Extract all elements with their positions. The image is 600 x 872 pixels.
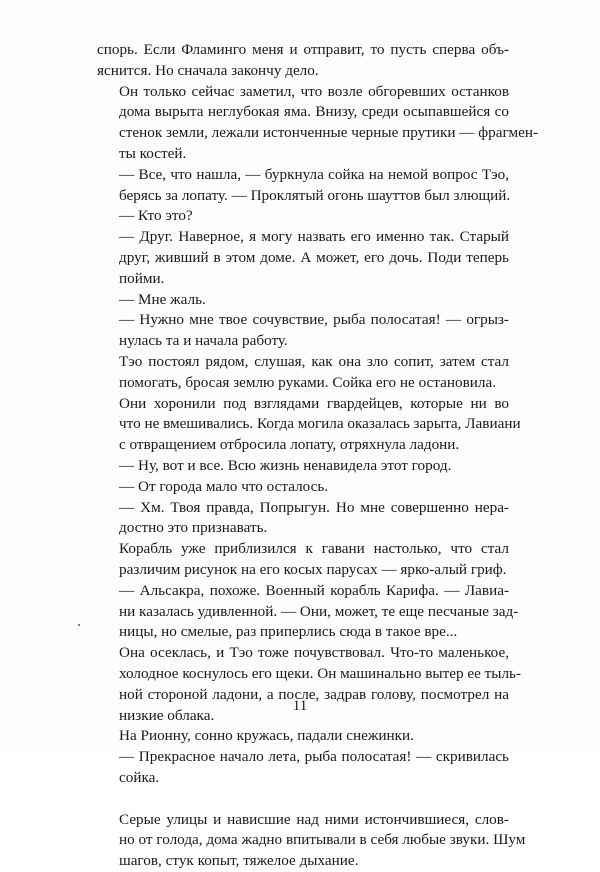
text-line: яснится. Но сначала закончу дело. [97,61,319,79]
text-line: — Кто это? [119,207,193,225]
paragraph [97,456,509,477]
text-line: ной стороной ладони, а после, задрав голову, посмотрел на [119,685,509,703]
text-line: Серые улицы и нависшие над ними истончившиеся, слов- [119,810,509,828]
text-line: — Все, что нашла, — буркнула сойка на немой вопрос Тэо, [119,165,509,183]
paragraph [97,747,509,789]
text-line: ты костей. [119,144,187,162]
paragraph [97,477,509,498]
text-line: — Ну, вот и все. Всю жизнь ненавидела этот город. [119,456,452,474]
text-line: — От города мало что осталось. [119,477,329,495]
paragraph [97,40,509,82]
text-line: с отвращением отбросила лопату, отряхнула ладони. [119,436,460,454]
body-text [97,40,539,872]
text-line: На Рионну, сонно кружась, падали снежинки. [119,727,414,745]
text-line: — Нужно мне твое сочувствие, рыба полосатая! — огрыз- [119,311,509,329]
section-break [97,789,509,810]
text-line: — Хм. Твоя правда, Попрыгун. Но мне совершенно нера- [119,498,509,516]
paragraph [97,810,526,872]
text-line: низкие облака. [119,706,215,724]
text-line: ни казалась удивленной. — Они, может, те еще песчаные зад- [119,602,519,620]
text-line: — Мне жаль. [119,290,206,308]
text-line: стенок земли, лежали истонченные черные прутики — фрагмен- [119,124,539,142]
text-line: что не вмешивались. Когда могила оказалась зарыта, Лавиани [119,415,521,433]
paragraph [97,310,509,352]
text-line: друг, живший в этом доме. А может, его дочь. Поди теперь [119,248,509,266]
text-line: шагов, стук копыт, тяжелое дыхание. [119,852,359,870]
paragraph [97,539,509,581]
text-line: Она осеклась, и Тэо тоже почувствовал. Что-то маленькое, [119,644,509,662]
paragraph [97,498,509,540]
paragraph [97,290,509,311]
paragraph [97,726,509,747]
text-line: но от голода, дома жадно впитывали в себя любые звуки. Шум [119,831,526,849]
text-line: Они хоронили под взглядами гвардейцев, которые ни во [119,394,509,412]
text-line: дома вырыта неглубокая яма. Внизу, среди осыпавшейся со [119,103,509,121]
text-line: сойка. [119,768,160,786]
page-number: 11 [292,698,308,714]
text-line: ницы, но смелые, раз приперлись сюда в такое вре... [119,623,458,641]
paragraph [97,352,509,394]
text-line: — Друг. Наверное, я могу назвать его именно так. Старый [119,228,509,246]
paragraph [97,227,509,289]
text-line: берясь за лопату. — Проклятый огонь шауттов был злющий. [119,186,511,204]
print-speck [78,624,80,626]
text-line: Он только сейчас заметил, что возле обгоревших останков [119,82,509,100]
text-line: Тэо постоял рядом, слушая, как она зло сопит, затем стал [119,352,509,370]
text-line: нулась та и начала работу. [119,332,288,350]
paragraph [97,206,509,227]
text-line: спорь. Если Фламинго меня и отправит, то пусть сперва объ- [97,41,509,58]
paragraph [97,165,509,207]
text-line: — Альсакра, похоже. Военный корабль Карифа. — Лавиа- [119,581,509,599]
paragraph [97,581,519,643]
text-line: помогать, бросая землю руками. Сойка его не остановила. [119,373,496,391]
paragraph [97,394,521,456]
text-line: Корабль уже приблизился к гавани настолько, что стал [119,540,509,558]
text-line: холодное коснулось его щеки. Он машинально вытер ее тыль- [119,664,522,682]
text-line: достно это признавать. [119,519,268,537]
paragraph [97,82,539,165]
text-line: — Прекрасное начало лета, рыба полосатая! — скривилась [119,748,509,766]
text-line: различим рисунок на его косых парусах — ярко-алый гриф. [119,560,507,578]
text-line: пойми. [119,269,165,287]
